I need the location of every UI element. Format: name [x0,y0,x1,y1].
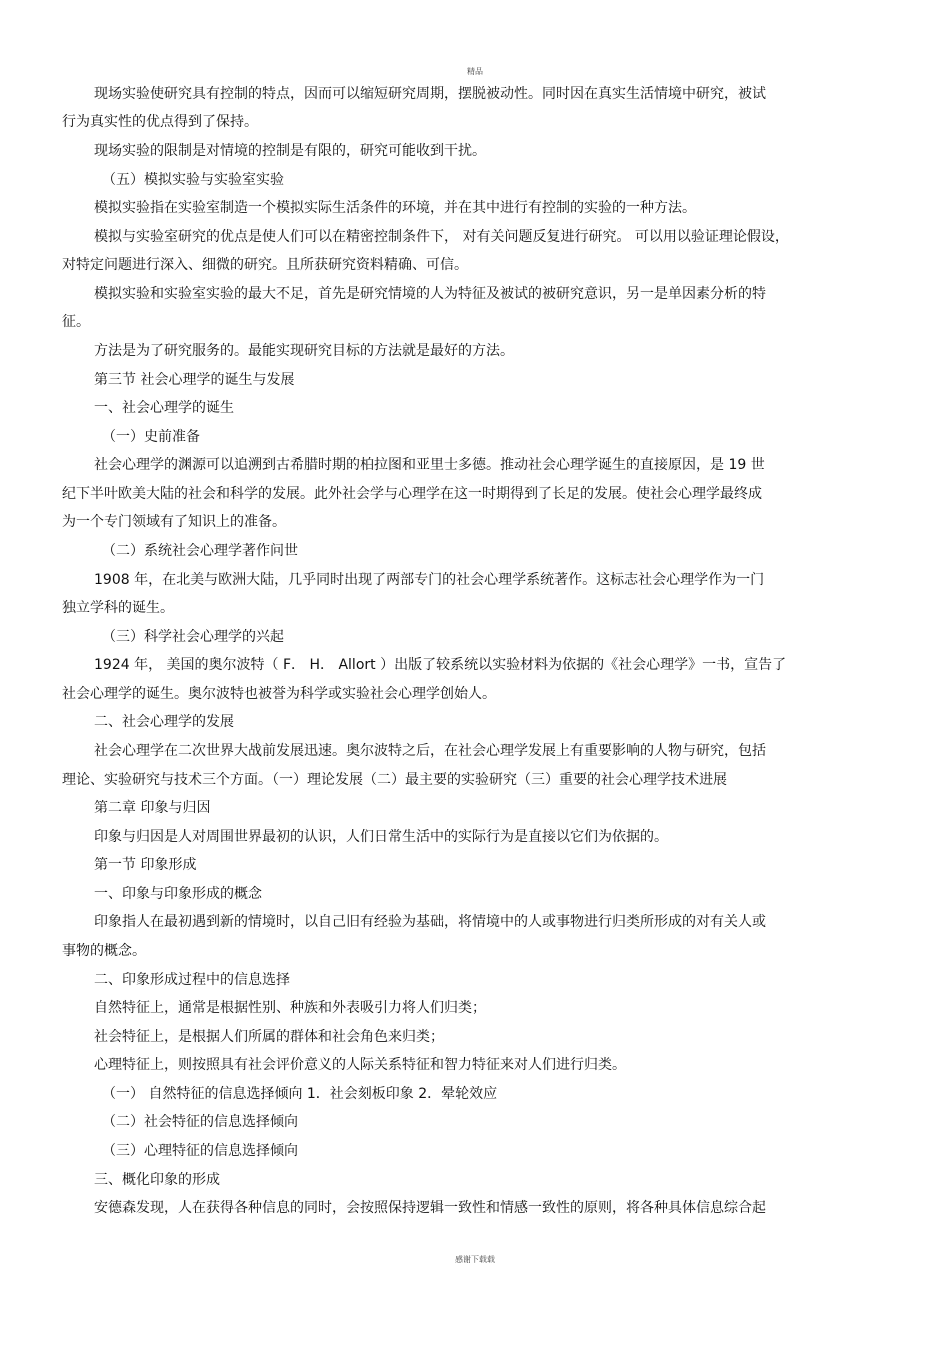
section-heading: （一）史前准备 [102,429,200,445]
text-line: 1908 年，在北美与欧洲大陆，几乎同时出现了两部专门的社会心理学系统著作。这标志社会心理学作为一门 [94,572,765,588]
text-line: 自然特征上，通常是根据性别、种族和外表吸引力将人们归类； [94,1000,486,1016]
page-footer: 感谢下载载 [455,1255,495,1264]
text-line: 对特定问题进行深入、细微的研究。且所获研究资料精确、可信。 [62,257,468,273]
text-line: 现场实验的限制是对情境的控制是有限的，研究可能收到干扰。 [94,143,486,159]
text-line: 心理特征上，则按照具有社会评价意义的人际关系特征和智力特征来对人们进行归类。 [94,1057,626,1073]
section-heading: 二、印象形成过程中的信息选择 [94,972,290,988]
text-line: 1924 年， 美国的奥尔波特（ F． H． Allort ）出版了较系统以实验材料为依据的《社会心理学》一书，宣告了 [94,657,787,673]
section-heading: （三）心理特征的信息选择倾向 [102,1143,298,1159]
chapter-heading: 第二章 印象与归因 [94,800,211,816]
text-line: 社会特征上，是根据人们所属的群体和社会角色来归类； [94,1029,444,1045]
text-line: 模拟实验和实验室实验的最大不足，首先是研究情境的人为特征及被试的被研究意识，另一是单因素分析的特 [94,286,766,302]
section-heading: （三）科学社会心理学的兴起 [102,629,284,645]
text-line: 独立学科的诞生。 [62,600,174,616]
section-heading: 一、社会心理学的诞生 [94,400,234,416]
text-line: 模拟实验指在实验室制造一个模拟实际生活条件的环境，并在其中进行有控制的实验的一种方法。 [94,200,696,216]
text-line: 印象与归因是人对周围世界最初的认识，人们日常生活中的实际行为是直接以它们为依据的。 [94,829,668,845]
text-line: 纪下半叶欧美大陆的社会和科学的发展。此外社会学与心理学在这一时期得到了长足的发展。使社会心理学最终成 [62,486,762,502]
text-line: 社会心理学的诞生。奥尔波特也被誉为科学或实验社会心理学创始人。 [62,686,496,702]
section-heading: （五）模拟实验与实验室实验 [102,172,284,188]
text-line: 理论、实验研究与技术三个方面。（一）理论发展（二）最主要的实验研究（三）重要的社会心理学技术进展 [62,772,727,788]
page-header: 精品 [467,67,483,76]
text-line: 征。 [62,314,90,330]
text-line: 模拟与实验室研究的优点是使人们可以在精密控制条件下， 对有关问题反复进行研究。 可以用以验证理论假设， [94,229,789,245]
text-line: 社会心理学在二次世界大战前发展迅速。奥尔波特之后，在社会心理学发展上有重要影响的人物与研究，包括 [94,743,766,759]
text-line: 现场实验使研究具有控制的特点，因而可以缩短研究周期，摆脱被动性。同时因在真实生活情境中研究，被试 [94,86,766,102]
section-heading: 三、概化印象的形成 [94,1172,220,1188]
section-heading: （二）社会特征的信息选择倾向 [102,1114,298,1130]
section-heading: 一、印象与印象形成的概念 [94,886,262,902]
text-line: 方法是为了研究服务的。最能实现研究目标的方法就是最好的方法。 [94,343,514,359]
text-line: 社会心理学的渊源可以追溯到古希腊时期的柏拉图和亚里士多德。推动社会心理学诞生的直接原因，是 19 世 [94,457,765,473]
text-line: 印象指人在最初遇到新的情境时，以自己旧有经验为基础，将情境中的人或事物进行归类所形成的对有关人或 [94,914,766,930]
section-heading: 第三节 社会心理学的诞生与发展 [94,372,295,388]
text-line: 事物的概念。 [62,943,146,959]
section-heading: 二、社会心理学的发展 [94,714,234,730]
text-line: 安德森发现，人在获得各种信息的同时，会按照保持逻辑一致性和情感一致性的原则，将各种具体信息综合起 [94,1200,766,1216]
section-heading: （二）系统社会心理学著作问世 [102,543,298,559]
text-line: 为一个专门领域有了知识上的准备。 [62,514,286,530]
section-heading: 第一节 印象形成 [94,857,197,873]
text-line: 行为真实性的优点得到了保持。 [62,114,258,130]
section-heading: （一） 自然特征的信息选择倾向 1．社会刻板印象 2．晕轮效应 [102,1086,498,1102]
